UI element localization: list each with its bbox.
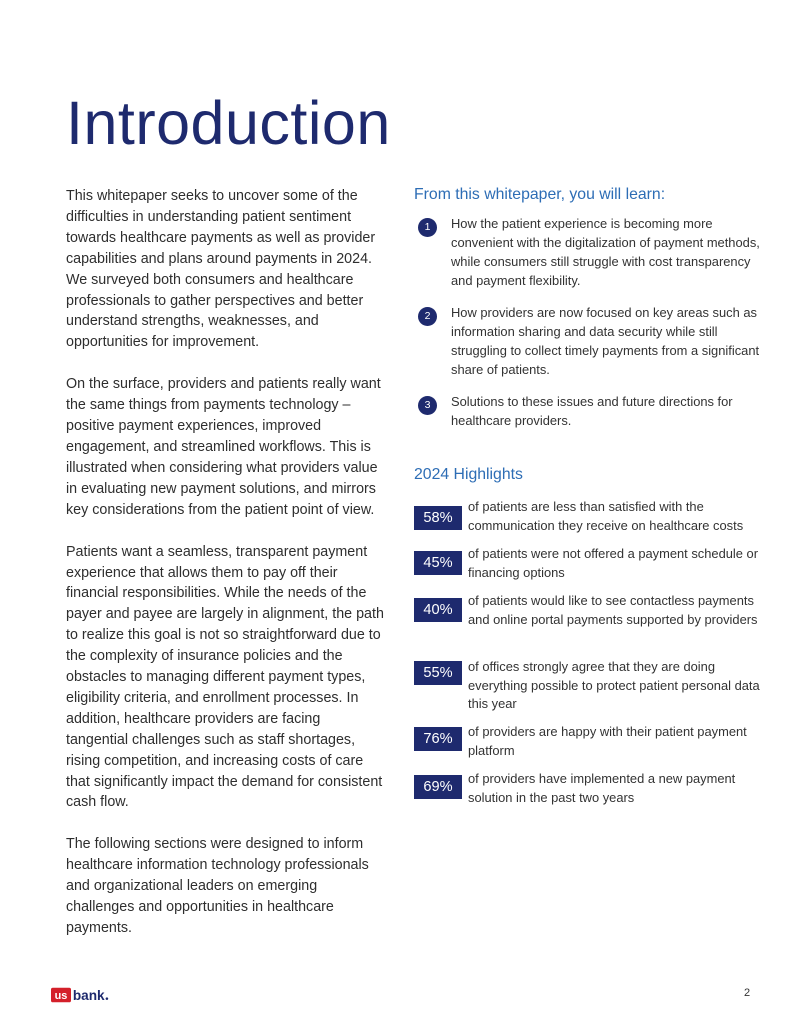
us-bank-logo xyxy=(48,985,114,1005)
page-number: 2 xyxy=(744,987,751,999)
logo-bank-text: bank xyxy=(72,988,105,1003)
percent-badge: 55% xyxy=(414,661,462,685)
highlight-text: of offices strongly agree that they are doing everything possible to protect patient personal data this year xyxy=(468,659,760,711)
percent-badge: 40% xyxy=(414,598,462,622)
learn-item xyxy=(414,303,764,379)
highlight-text: of providers are happy with their patient payment platform xyxy=(468,724,747,758)
learn-item xyxy=(414,214,764,290)
number-badge: 2 xyxy=(418,307,437,326)
highlights-heading: 2024 Highlights xyxy=(414,466,523,483)
learn-item-text: Solutions to these issues and future directions for healthcare providers. xyxy=(451,394,733,428)
number-badge: 3 xyxy=(418,396,437,415)
learn-section xyxy=(414,186,764,430)
page-title: Introduction xyxy=(66,89,391,157)
percent-badge: 69% xyxy=(414,775,462,799)
highlight-text: of providers have implemented a new payment solution in the past two years xyxy=(468,771,736,805)
intro-paragraph: On the surface, providers and patients really want the same things from payments technology – positive payment experiences, improved engagement, and streamlined workflows. This is illustrated when considering what providers value in evaluating new payment solutions, and mirrors key considerations from the patient point of view. xyxy=(66,376,381,518)
learn-item-text: How providers are now focused on key areas such as information sharing and data security while still struggling to collect timely payments from a significant share of patients. xyxy=(451,305,760,377)
learn-item-text: How the patient experience is becoming more convenient with the digitalization of payment methods, while consumers still struggle with cost transparency and payment flexibility. xyxy=(451,216,760,288)
highlight-text: of patients would like to see contactless payments and online portal payments supported by providers xyxy=(468,593,758,627)
intro-paragraph: This whitepaper seeks to uncover some of the difficulties in understanding patient sentiment towards healthcare payments as well as provider capabilities and plans around payments in 2024. We surveyed both consumers and healthcare professionals to gather perspectives and better understand strengths, weaknesses, and opportunities for improvement. xyxy=(66,188,376,351)
number-badge: 1 xyxy=(418,218,437,237)
logo-us-text: us xyxy=(54,990,68,1003)
intro-paragraph: Patients want a seamless, transparent payment experience that allows them to pay off their financial responsibilities. While the needs of the payer and payee are largely in alignment, the path to realize this goal is not so straightforward due to the complexity of insurance policies and the obstacles to managing different payment types, eligibility criteria, and enrollment processes. In addition, healthcare providers are facing tangential challenges such as staff shortages, rising competition, and increasing costs of care that significantly impact the demand for consistent cash flow. xyxy=(66,543,384,811)
learn-heading: From this whitepaper, you will learn: xyxy=(414,186,666,203)
intro-paragraph: The following sections were designed to inform healthcare information technology professionals and organizational leaders on emerging challenges and opportunities in healthcare payments. xyxy=(66,836,369,936)
highlight-text: of patients are less than satisfied with the communication they receive on healthcare costs xyxy=(468,499,744,533)
intro-text xyxy=(66,186,386,960)
learn-item xyxy=(414,392,764,430)
highlight-text: of patients were not offered a payment schedule or financing options xyxy=(468,546,758,580)
percent-badge: 76% xyxy=(414,727,462,751)
percent-badge: 58% xyxy=(414,506,462,530)
percent-badge: 45% xyxy=(414,551,462,575)
